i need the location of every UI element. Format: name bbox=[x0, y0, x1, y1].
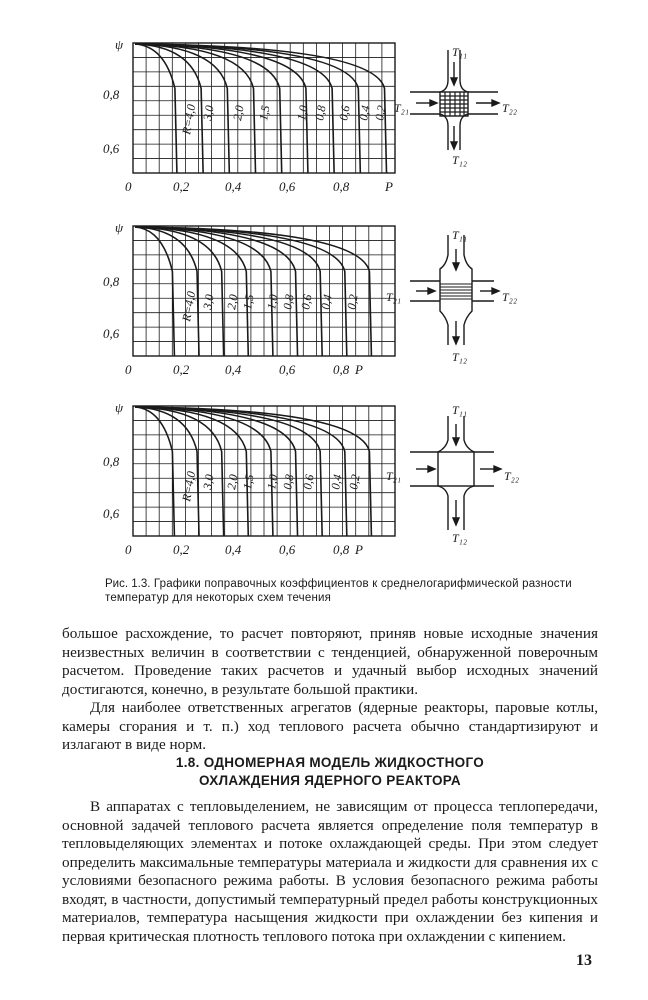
diagram-2-t12: T₁₂ bbox=[452, 350, 468, 364]
section-heading bbox=[62, 754, 598, 790]
chart-3-r-label: 0,4 bbox=[328, 473, 345, 491]
chart-3-r-label: 0,2 bbox=[346, 473, 363, 491]
chart-3-y-tick-08: 0,8 bbox=[103, 454, 120, 469]
chart-1-y-tick-08: 0,8 bbox=[103, 87, 120, 102]
chart-3-x-label: P bbox=[355, 542, 363, 557]
text-block-1 bbox=[62, 625, 598, 755]
correction-curve bbox=[135, 407, 347, 536]
chart-1-x-tick-04: 0,4 bbox=[225, 179, 242, 194]
chart-2-x-tick-04: 0,4 bbox=[225, 362, 242, 377]
chart-3-x-tick-02: 0,2 bbox=[173, 542, 190, 557]
correction-curve bbox=[135, 407, 371, 536]
chart-1 bbox=[95, 35, 415, 195]
chart-3-r-label: 1,5 bbox=[240, 473, 257, 491]
chart-3-x-tick-04: 0,4 bbox=[225, 542, 242, 557]
chart-3-x-tick-06: 0,6 bbox=[279, 542, 296, 557]
diagram-2-t22: T₂₂ bbox=[502, 290, 518, 304]
correction-curve bbox=[135, 227, 371, 356]
chart-3-x-tick-0: 0 bbox=[125, 542, 132, 557]
chart-1-r-label: 0,4 bbox=[356, 104, 373, 122]
correction-curve bbox=[135, 227, 347, 356]
chart-1-r-label: 1,0 bbox=[294, 104, 311, 122]
chart-1-x-tick-06: 0,6 bbox=[279, 179, 296, 194]
chart-2 bbox=[95, 218, 415, 378]
diagram-3-t12: T₁₂ bbox=[452, 531, 468, 545]
chart-2-curves bbox=[135, 227, 371, 356]
correction-curve bbox=[135, 227, 273, 356]
chart-1-r-label: 0,2 bbox=[372, 104, 389, 122]
chart-3-r-label: R=4,0 bbox=[179, 470, 199, 503]
chart-3 bbox=[95, 398, 415, 558]
diagram-3-t21: T₂₁ bbox=[386, 469, 402, 483]
section-heading-line-1: 1.8. ОДНОМЕРНАЯ МОДЕЛЬ ЖИДКОСТНОГО bbox=[175, 755, 485, 770]
diagram-3-t22: T₂₂ bbox=[504, 469, 520, 483]
chart-2-r-label: 0,4 bbox=[318, 293, 335, 311]
diagram-1-t12: T₁₂ bbox=[452, 153, 468, 167]
chart-1-r-label: 0,8 bbox=[312, 104, 329, 122]
correction-curve bbox=[135, 227, 174, 356]
chart-3-r-label: 2,0 bbox=[224, 473, 241, 491]
chart-2-x-tick-08: 0,8 bbox=[333, 362, 350, 377]
caption-text: Графики поправочных коэффициентов к среднелогарифмической разности температур для некоторых схем течения bbox=[105, 578, 572, 604]
chart-2-y-tick-06: 0,6 bbox=[103, 326, 120, 341]
chart-2-x-tick-02: 0,2 bbox=[173, 362, 190, 377]
chart-2-r-label: 2,0 bbox=[224, 293, 241, 311]
chart-2-r-label: 0,2 bbox=[344, 293, 361, 311]
chart-2-x-tick-0: 0 bbox=[125, 362, 132, 377]
diagram-3-t11: T₁₁ bbox=[452, 403, 468, 417]
chart-1-x-label: P bbox=[385, 179, 393, 194]
chart-3-r-label: 0,8 bbox=[280, 473, 297, 491]
caption-number: Рис. 1.3. bbox=[105, 578, 151, 590]
flow-diagram-1 bbox=[390, 40, 550, 190]
chart-3-curves bbox=[135, 407, 371, 536]
chart-1-y-label: ψ bbox=[115, 37, 124, 52]
correction-curve bbox=[135, 407, 174, 536]
correction-curve bbox=[135, 227, 224, 356]
chart-2-r-label: 0,8 bbox=[280, 293, 297, 311]
chart-3-r-label: 1,0 bbox=[264, 473, 281, 491]
diagram-2-t11: T₁₁ bbox=[452, 228, 468, 242]
chart-3-x-tick-08: 0,8 bbox=[333, 542, 350, 557]
chart-3-y-tick-06: 0,6 bbox=[103, 506, 120, 521]
chart-2-y-label: ψ bbox=[115, 220, 124, 235]
paragraph-1: большое расхождение, то расчет повторяют, приняв новые исходные значения неизвестных величин в соответствии с тенденцией, обнаруженной поверочным расчетом. Проведение таких расчетов и удачный выбор исходных значений достигаются, конечно, в результате большой практики. bbox=[62, 625, 598, 698]
text-block-2 bbox=[62, 798, 598, 946]
chart-2-y-tick-08: 0,8 bbox=[103, 274, 120, 289]
figure-caption bbox=[105, 577, 575, 605]
correction-curve bbox=[135, 407, 273, 536]
diagram-1-t11: T₁₁ bbox=[452, 45, 468, 59]
flow-diagram-2 bbox=[386, 225, 550, 375]
correction-curve bbox=[135, 407, 224, 536]
chart-1-r-label: 1,5 bbox=[256, 104, 273, 122]
paragraph-2: Для наиболее ответственных агрегатов (ядерные реакторы, паровые котлы, камеры сгорания и т. п.) ход теплового расчета обычно стандартизируют и излагают в виде норм. bbox=[62, 699, 598, 753]
chart-1-r-label: R=4,0 bbox=[179, 103, 199, 136]
chart-1-r-label: 2,0 bbox=[230, 104, 247, 122]
chart-2-r-label: 0,6 bbox=[298, 293, 315, 311]
chart-3-r-label: 0,6 bbox=[300, 473, 317, 491]
chart-1-r-label: 3,0 bbox=[200, 104, 217, 122]
diagram-1-t21: T₂₁ bbox=[394, 101, 410, 115]
paragraph-3: В аппаратах с тепловыделением, не зависящим от процесса теплопередачи, основной задачей теплового расчета является определение поля температур в тепловыделяющих элементах и потоке охлаждающей среды. При этом следует определить максимальные температуры материала и жидкости для сравнения их с условиями безопасного режима работы. В условия безопасного режима работы входят, в частности, допустимый температурный предел работы конструкционных материалов, температура насыщения жидкости при охлаждении без кипения и первая критическая плотность теплового потока при охлаждении с кипением. bbox=[62, 798, 598, 945]
chart-2-r-label: 3,0 bbox=[200, 293, 217, 311]
correction-curve bbox=[135, 44, 177, 173]
section-heading-line-2: ОХЛАЖДЕНИЯ ЯДЕРНОГО РЕАКТОРА bbox=[199, 773, 461, 788]
chart-2-r-label: R=4,0 bbox=[179, 290, 199, 323]
chart-1-x-tick-02: 0,2 bbox=[173, 179, 190, 194]
diagram-1-t22: T₂₂ bbox=[502, 101, 518, 115]
chart-3-r-label: 3,0 bbox=[200, 473, 217, 491]
flow-diagram-3 bbox=[386, 400, 550, 550]
page-number: 13 bbox=[576, 952, 592, 969]
chart-1-y-tick-06: 0,6 bbox=[103, 141, 120, 156]
chart-1-x-tick-0: 0 bbox=[125, 179, 132, 194]
chart-2-x-tick-06: 0,6 bbox=[279, 362, 296, 377]
chart-2-r-label: 1,0 bbox=[264, 293, 281, 311]
diagram-2-t21: T₂₁ bbox=[386, 290, 402, 304]
chart-1-r-label: 0,6 bbox=[336, 104, 353, 122]
chart-2-r-label: 1,5 bbox=[240, 293, 257, 311]
chart-1-x-tick-08: 0,8 bbox=[333, 179, 350, 194]
chart-3-y-label: ψ bbox=[115, 400, 124, 415]
chart-2-x-label: P bbox=[355, 362, 363, 377]
